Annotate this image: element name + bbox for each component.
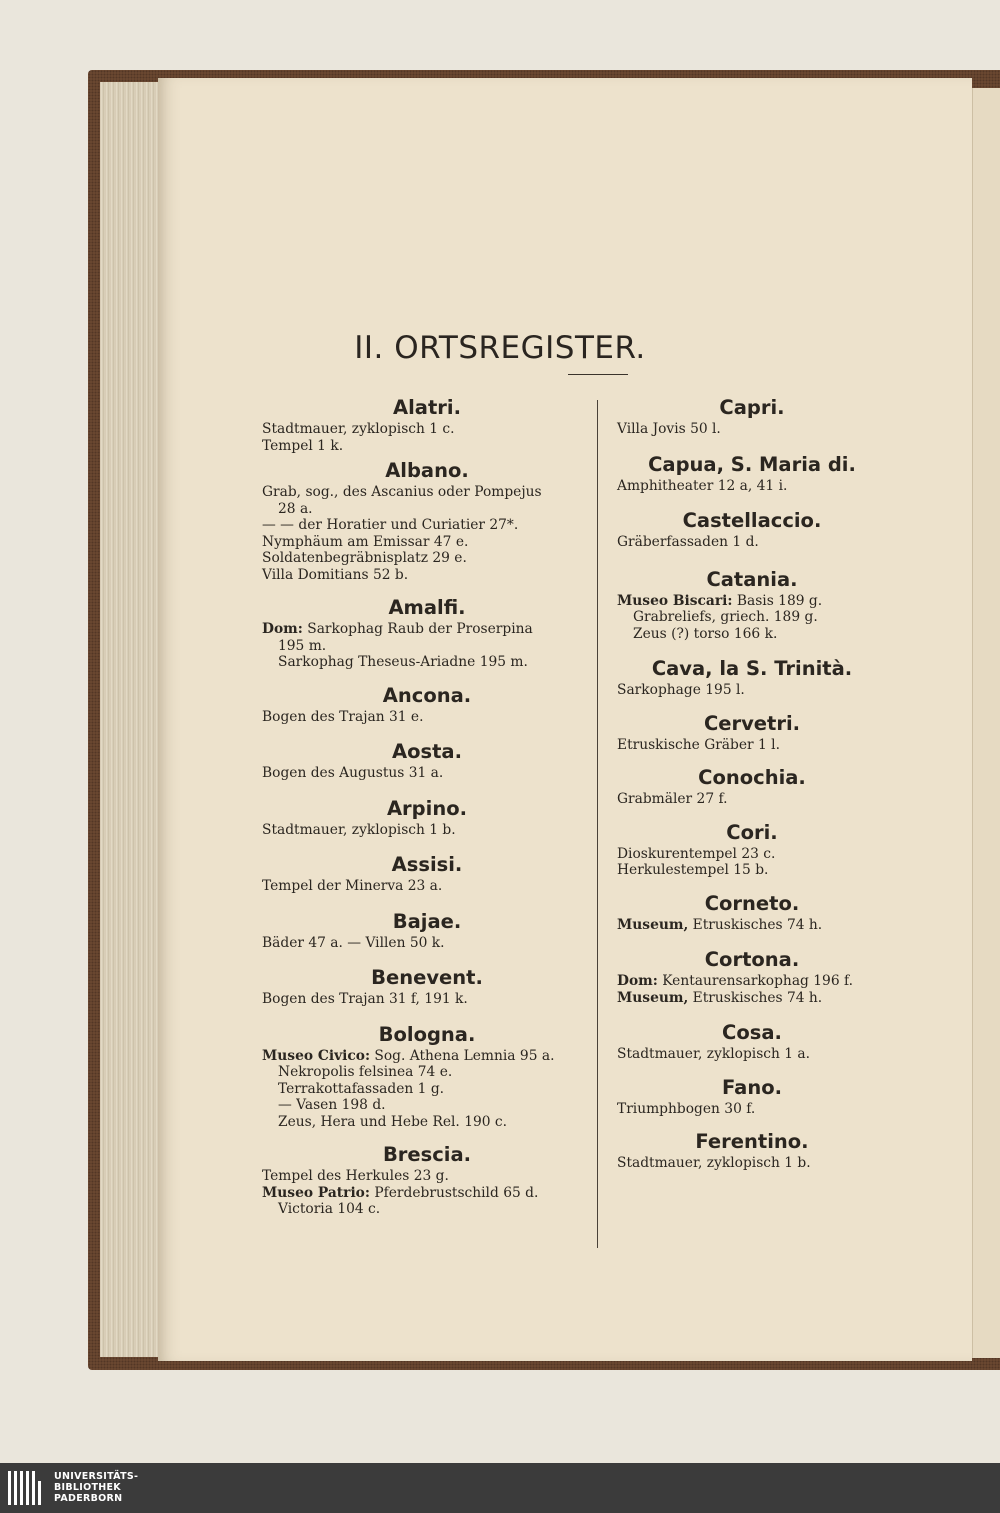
index-section <box>262 595 592 671</box>
index-section <box>262 683 592 726</box>
entry-text: Etruskisches 74 h. <box>688 916 823 933</box>
library-name <box>54 1471 138 1504</box>
index-section <box>617 1129 887 1172</box>
title-rule <box>568 374 628 375</box>
index-entry <box>617 990 887 1007</box>
entry-lead: Museo Civico: <box>262 1047 371 1064</box>
index-section <box>617 820 887 879</box>
left-column <box>262 395 592 1218</box>
city-heading: Conochia. <box>698 766 806 789</box>
city-heading: Amalfi. <box>388 596 466 619</box>
entry-text: Amphitheater 12 a, 41 i. <box>617 477 788 494</box>
entry-text: 195 m. <box>278 637 327 654</box>
library-line: PADERBORN <box>54 1493 123 1504</box>
entry-text: Victoria 104 c. <box>278 1201 381 1217</box>
index-section <box>617 508 887 551</box>
entry-text: Stadtmauer, zyklopisch 1 b. <box>617 1155 811 1171</box>
entry-lead: Dom: <box>617 973 658 989</box>
index-entry <box>262 421 592 438</box>
index-entry <box>262 550 592 567</box>
index-entry <box>262 621 592 638</box>
index-entry <box>262 1185 592 1202</box>
index-section <box>262 458 592 583</box>
entry-text: Sarkophag Theseus-Ariadne 195 m. <box>278 654 528 670</box>
index-entry <box>262 1114 592 1131</box>
entry-lead: Museum, <box>617 989 689 1006</box>
index-entry <box>617 421 887 438</box>
entry-text: Nymphäum am Emissar 47 e. <box>262 533 469 550</box>
city-heading: Bologna. <box>378 1022 476 1046</box>
index-entry <box>262 501 592 518</box>
city-heading: Arpino. <box>386 796 468 820</box>
city-heading: Cervetri. <box>703 711 801 735</box>
city-heading: Corneto. <box>704 891 800 915</box>
city-heading: Cortona. <box>704 948 800 971</box>
city-heading: Benevent. <box>371 966 483 989</box>
index-entry <box>262 765 592 782</box>
facing-page-edge <box>972 88 1000 1358</box>
index-section <box>262 395 592 454</box>
index-section <box>617 1075 887 1118</box>
index-entry <box>617 846 887 863</box>
index-section <box>617 891 887 934</box>
index-entry <box>262 1201 592 1218</box>
index-entry <box>262 567 592 584</box>
city-heading: Castellaccio. <box>682 509 822 532</box>
index-section <box>262 739 592 782</box>
city-heading: Alatri. <box>393 396 461 419</box>
entry-lead: Museo Patrio: <box>262 1184 370 1201</box>
entry-text: Bogen des Trajan 31 f, 191 k. <box>262 991 468 1007</box>
index-entry <box>617 973 887 990</box>
index-entry <box>262 1064 592 1081</box>
index-section <box>617 1020 887 1063</box>
entry-text: Dioskurentempel 23 c. <box>617 845 776 862</box>
city-heading: Cosa. <box>722 1021 782 1044</box>
library-footer <box>0 1463 1000 1513</box>
index-entry <box>617 609 887 626</box>
index-section <box>617 765 887 808</box>
index-section <box>262 965 592 1008</box>
index-entry <box>617 1046 887 1063</box>
index-section <box>262 1022 592 1131</box>
library-logo-icon <box>8 1471 48 1505</box>
index-entry <box>617 791 887 808</box>
entry-lead: Dom: <box>262 621 303 637</box>
entry-text: Villa Jovis 50 l. <box>617 421 721 437</box>
index-entry <box>262 438 592 455</box>
entry-text: Kentaurensarkophag 196 f. <box>657 973 853 989</box>
index-section <box>617 452 887 495</box>
index-entry <box>617 737 887 754</box>
entry-text: Tempel der Minerva 23 a. <box>262 878 443 894</box>
index-section <box>262 909 592 952</box>
entry-text: Zeus, Hera und Hebe Rel. 190 c. <box>278 1113 508 1130</box>
entry-text: Etruskisches 74 h. <box>688 989 823 1006</box>
city-heading: Capri. <box>719 396 785 419</box>
index-section <box>262 852 592 895</box>
entry-text: — — der Horatier und Curiatier 27*. <box>262 517 519 533</box>
city-heading: Assisi. <box>391 853 463 876</box>
index-section <box>617 656 887 699</box>
city-heading: Bajae. <box>392 909 462 933</box>
index-entry <box>262 484 592 501</box>
index-entry <box>262 991 592 1008</box>
city-heading: Cava, la S. Trinità. <box>651 657 853 680</box>
city-heading: Fano. <box>721 1075 783 1099</box>
entry-text: Soldatenbegräbnisplatz 29 e. <box>262 550 467 566</box>
library-line: UNIVERSITÄTS- <box>54 1471 139 1482</box>
index-entry <box>262 878 592 895</box>
page-edges <box>100 82 160 1357</box>
entry-text: Bogen des Trajan 31 e. <box>262 708 424 725</box>
entry-text: Villa Domitians 52 b. <box>262 566 409 583</box>
city-heading: Ferentino. <box>695 1130 809 1153</box>
city-heading: Cori. <box>726 820 778 844</box>
entry-text: Grabreliefs, griech. 189 g. <box>633 609 818 625</box>
index-section <box>262 1142 592 1218</box>
index-section <box>617 395 887 438</box>
city-heading: Brescia. <box>382 1143 472 1166</box>
index-entry <box>262 822 592 839</box>
entry-text: Stadtmauer, zyklopisch 1 a. <box>617 1046 811 1062</box>
index-entry <box>262 638 592 655</box>
index-section <box>617 711 887 754</box>
index-entry <box>617 682 887 699</box>
index-section <box>262 796 592 839</box>
entry-text: Pferdebrustschild 65 d. <box>369 1184 539 1201</box>
index-section <box>617 947 887 1006</box>
index-entry <box>617 862 887 879</box>
entry-text: Sarkophag Raub der Proserpina <box>302 621 533 637</box>
entry-text: Terrakottafassaden 1 g. <box>278 1080 445 1097</box>
entry-text: Stadtmauer, zyklopisch 1 b. <box>262 821 456 838</box>
entry-lead: Museum, <box>617 916 689 933</box>
entry-text: Basis 189 g. <box>732 592 823 609</box>
index-entry <box>262 1048 592 1065</box>
index-entry <box>617 478 887 495</box>
entry-text: Stadtmauer, zyklopisch 1 c. <box>262 421 455 437</box>
entry-text: Grab, sog., des Ascanius oder Pompejus <box>262 484 542 500</box>
index-entry <box>262 534 592 551</box>
right-column <box>617 395 887 1172</box>
entry-text: — Vasen 198 d. <box>278 1097 386 1113</box>
entry-lead: Museo Biscari: <box>617 592 733 609</box>
page-title: II. ORTSREGISTER. <box>354 330 646 366</box>
city-heading: Albano. <box>385 459 469 482</box>
city-heading: Catania. <box>706 567 798 591</box>
index-entry <box>262 1168 592 1185</box>
entry-text: Bäder 47 a. — Villen 50 k. <box>262 934 445 951</box>
entry-text: Grabmäler 27 f. <box>617 791 728 807</box>
index-entry <box>617 1155 887 1172</box>
index-entry <box>262 517 592 534</box>
index-entry <box>617 534 887 551</box>
index-entry <box>262 709 592 726</box>
entry-text: Nekropolis felsinea 74 e. <box>278 1064 453 1080</box>
index-section <box>617 567 887 643</box>
entry-text: Herkulestempel 15 b. <box>617 862 769 878</box>
index-entry <box>262 654 592 671</box>
entry-text: 28 a. <box>278 500 313 517</box>
entry-text: Tempel 1 k. <box>262 437 344 454</box>
entry-text: Sarkophage 195 l. <box>617 682 745 698</box>
index-entry <box>617 593 887 610</box>
entry-text: Zeus (?) torso 166 k. <box>633 625 778 642</box>
entry-text: Sog. Athena Lemnia 95 a. <box>370 1047 555 1064</box>
entry-text: Triumphbogen 30 f. <box>617 1100 756 1117</box>
index-entry <box>262 1097 592 1114</box>
index-entry <box>262 935 592 952</box>
city-heading: Ancona. <box>382 683 472 707</box>
city-heading: Aosta. <box>392 740 462 763</box>
library-line: BIBLIOTHEK <box>54 1482 121 1493</box>
column-divider <box>597 400 598 1248</box>
city-heading: Capua, S. Maria di. <box>648 452 856 476</box>
entry-text: Gräberfassaden 1 d. <box>617 534 759 550</box>
entry-text: Etruskische Gräber 1 l. <box>617 736 780 753</box>
entry-text: Bogen des Augustus 31 a. <box>262 765 444 781</box>
entry-text: Tempel des Herkules 23 g. <box>262 1168 449 1184</box>
index-entry <box>617 917 887 934</box>
index-entry <box>262 1081 592 1098</box>
index-entry <box>617 1101 887 1118</box>
index-entry <box>617 626 887 643</box>
